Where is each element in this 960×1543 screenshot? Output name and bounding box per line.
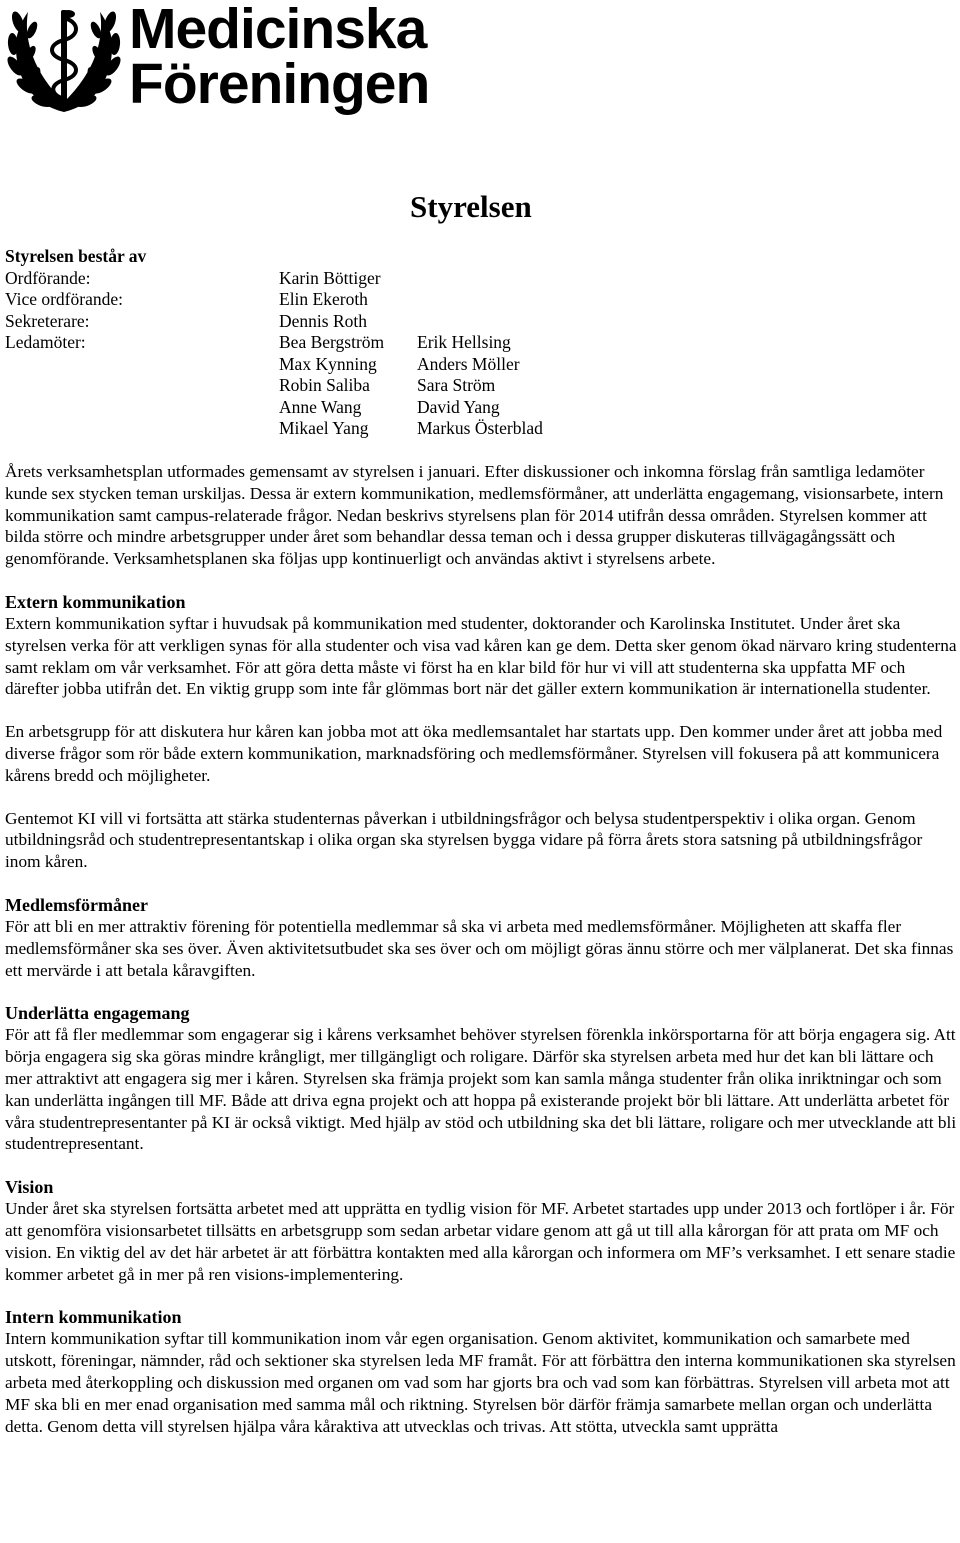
board-row [5, 353, 520, 376]
board-member-name: Bea Bergström [279, 332, 385, 352]
board-role: Vice ordförande: [5, 289, 123, 309]
board-role: Sekreterare: [5, 310, 90, 331]
section-paragraph: Under året ska styrelsen fortsätta arbetet med att upprätta en tydlig vision för MF. Arbetet startades upp under 2013 och fortlöper i år. För att genomföra visionsarbetet tillsätts en arbetsgrupp som sedan arbetar vidare genom att gå ut till alla kårorgan för att prata om MF och vision. En viktig del av det här arbetet är att förbättra kontakten med alla kårorgan och informera om MF’s verksamhet. I ett senare stadie kommer arbetet gå in mer på ren visions-implementering. [5, 1199, 956, 1284]
board-role: Ordförande: [5, 267, 91, 288]
section-medlemsformaner [5, 894, 957, 981]
section-heading: Underlätta engagemang [5, 1003, 190, 1024]
board-row [5, 310, 367, 333]
section-paragraph: Extern kommunikation syftar i huvudsak på kommunikation med studenter, doktorander och Karolinska Institutet. Under året ska styrelsen verka för att verkligen synas för alla studenter och visa vad kåren kan ge dem. Detta sker genom ökad närvaro kring studenterna samt reklam om vår verksamhet. För att göra detta måste vi först ha en klar bild för hur vi vill att studenterna ska uppfatta MF och därefter jobba utifrån det. En viktig grupp som inte får glömmas bort när det gäller extern kommunikation är internationella studenter. [5, 613, 957, 699]
section-paragraph: Intern kommunikation syftar till kommunikation inom vår egen organisation. Genom aktivitet, kommunikation och samarbete med utskott, föreningar, nämnder, råd och sektioner ska styrelsen leda MF framåt. För att förbättra den interna kommunikationen ska styrelsen arbeta med återkoppling och diskussion med organen om vad som har gjorts bra och vad som kan förbättras. Styrelsen vill arbeta mot att MF ska bli en mer enad organisation med samma mål och riktning. Styrelsen bör därför främja samarbete mellan organ och underlätta detta. Genom detta vill styrelsen hjälpa våra kåraktiva att utvecklas och trivas. Att stötta, utveckla samt upprätta [5, 1329, 956, 1436]
board-member-name: Elin Ekeroth [279, 289, 368, 309]
section-extern-kommunikation [5, 591, 957, 873]
board-member-name: Markus Österblad [417, 418, 543, 438]
board-member-name: Mikael Yang [279, 418, 369, 438]
board-member-name: Erik Hellsing [417, 332, 511, 352]
board-members [5, 246, 543, 440]
section-heading: Extern kommunikation [5, 591, 186, 612]
section-paragraph: En arbetsgrupp för att diskutera hur kåren kan jobba mot att öka medlemsantalet har startats upp. Den kommer under året att jobba med diverse frågor som rör både extern kommunikation, marknadsföring och medlemsförmåner. Styrelsen vill fokusera på att kommunicera kårens bredd och möjligheter. [5, 722, 943, 785]
section-heading: Vision [5, 1177, 54, 1198]
board-member-name: Anders Möller [417, 353, 520, 374]
laurel-staff-emblem-icon [4, 0, 124, 120]
section-paragraph: För att få fler medlemmar som engagerar sig i kårens verksamhet behöver styrelsen förenkla inkörsportarna för att börja engagera sig. Att börja engagera sig ska göras mindre krångligt, mer tillgängligt och roligare. Därför ska styrelsen arbeta med hur det kan bli lättare och mer attraktivt att engagera sig mer i kåren. Styrelsen ska främja projekt som kan samla många studenter från olika inriktningar och som kan underlätta ingången till MF. Både att driva egna projekt och att hoppa på existerande projekt bör bli lättare. Att underlätta arbetet för våra studentrepresentanter på KI är också viktigt. Med hjälp av stöd och utbildning ska det bli lättare, roligare och mer utvecklande att bli studentrepresentant. [5, 1025, 957, 1154]
board-member-name: Sara Ström [417, 375, 496, 395]
section-paragraph: Gentemot KI vill vi fortsätta att stärka studenternas påverkan i utbildningsfrågor och belysa studentperspektiv i olika organ. Genom utbildningsråd och studentrepresentantskap i olika organ ska styrelsen bygga vidare på förra årets stora satsning på utbildningsfrågor inom kåren. [5, 808, 923, 872]
board-member-name: Dennis Roth [279, 310, 367, 331]
section-heading: Medlemsförmåner [5, 894, 148, 915]
logo-line-1: Medicinska [129, 0, 427, 61]
section-vision [5, 1176, 957, 1285]
board-row [5, 396, 500, 419]
board-heading: Styrelsen består av [5, 246, 147, 266]
board-row [5, 375, 496, 397]
section-underlatta-engagemang [5, 1002, 957, 1155]
page-title: Styrelsen [410, 189, 532, 224]
medicinska-foreningen-logo [4, 0, 430, 120]
board-role: Ledamöter: [5, 332, 86, 352]
section-paragraph: För att bli en mer attraktiv förening för potentiella medlemmar så ska vi arbeta med medlemsförmåner. Möjligheten att skaffa fler medlemsförmåner ska ses över. Även aktivitetsutbudet ska ses över och om möjligt göras ännu större och mer välplanerat. Det ska finnas ett mervärde i att betala kåravgiften. [5, 916, 954, 980]
board-row [5, 332, 511, 354]
board-row [5, 418, 543, 440]
logo-wordmark [129, 0, 430, 116]
logo-line-2: Föreningen [129, 52, 430, 116]
section-intern-kommunikation [5, 1306, 957, 1437]
board-member-name: Anne Wang [279, 396, 362, 417]
board-row [5, 289, 368, 311]
board-member-name: Robin Saliba [279, 375, 370, 395]
document-body [5, 461, 957, 1458]
section-heading: Intern kommunikation [5, 1307, 182, 1328]
board-row [5, 267, 381, 290]
board-member-name: David Yang [417, 396, 500, 417]
intro-paragraph: Årets verksamhetsplan utformades gemensamt av styrelsen i januari. Efter diskussioner och inkomna förslag från samtliga ledamöter kunde sex stycken teman urskiljas. Dessa är extern kommunikation, medlemsförmåner, att underlätta engagemang, visionsarbete, intern kommunikation samt campus-relaterade frågor. Nedan beskrivs styrelsens plan för 2014 utifrån dessa områden. Styrelsen kommer att bilda större och mindre arbetsgrupper under året som behandlar dessa teman och i dessa grupper diskuteras tillvägagångssätt och genomförande. Verksamhetsplanen ska följas upp kontinuerligt och användas aktivt i styrelsens arbete. [5, 462, 944, 569]
board-member-name: Karin Böttiger [279, 267, 381, 288]
board-member-name: Max Kynning [279, 353, 377, 374]
